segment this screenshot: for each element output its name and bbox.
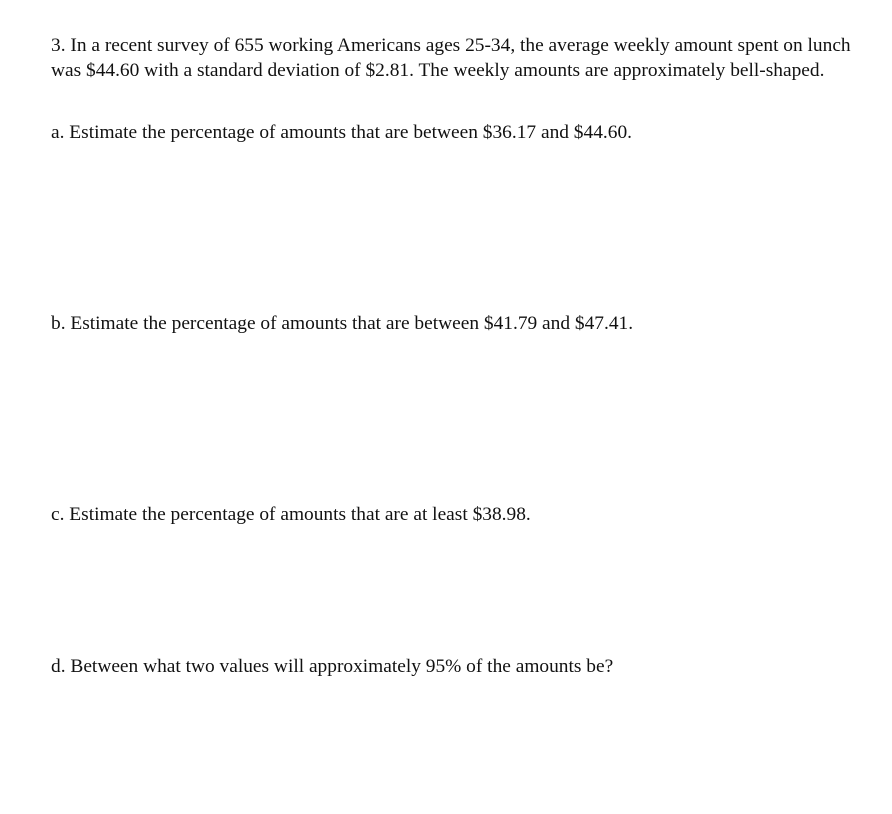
problem-statement: 3. In a recent survey of 655 working Americans ages 25-34, the average weekly amount spent on lunch was $44.60 with a standard deviation of $2.81. The weekly amounts are approximately bell-shaped. [51, 35, 851, 81]
question-b: b. Estimate the percentage of amounts that are between $41.79 and $47.41. [51, 313, 634, 334]
question-c: c. Estimate the percentage of amounts that are at least $38.98. [51, 504, 531, 525]
question-a: a. Estimate the percentage of amounts that are between $36.17 and $44.60. [51, 122, 632, 143]
question-d: d. Between what two values will approximately 95% of the amounts be? [51, 656, 614, 677]
